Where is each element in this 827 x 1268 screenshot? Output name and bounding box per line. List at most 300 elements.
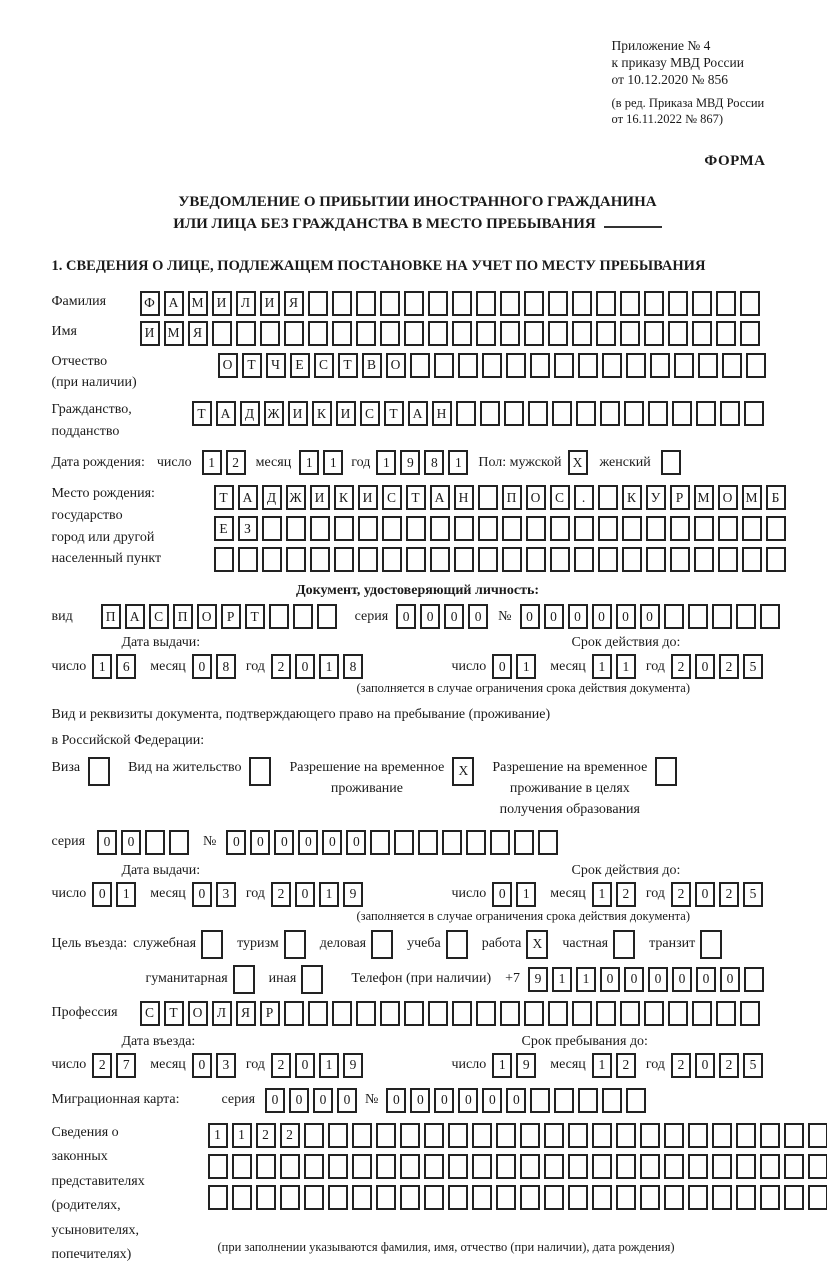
form-cell [712, 1154, 732, 1179]
identity-doc-heading: Документ, удостоверяющий личность: [52, 583, 784, 599]
doc-series-cells [396, 604, 492, 629]
form-cell [308, 291, 328, 316]
form-cell: 2 [226, 450, 246, 475]
form-cell: 1 [232, 1123, 252, 1148]
form-cell [544, 1123, 564, 1148]
form-cell [808, 1154, 827, 1179]
stay-month-cells [592, 1053, 640, 1078]
form-cell: 0 [420, 604, 440, 629]
form-cell: И [358, 485, 378, 510]
birthdate-label: Дата рождения: [52, 455, 145, 471]
form-cell [452, 291, 472, 316]
section1-heading: 1. СВЕДЕНИЯ О ЛИЦЕ, ПОДЛЕЖАЩЕМ ПОСТАНОВКЕ НА УЧЕТ ПО МЕСТУ ПРЕБЫВАНИЯ [52, 258, 784, 275]
form-cell [169, 830, 189, 855]
issue-year-cells [271, 654, 367, 679]
form-cell [400, 1123, 420, 1148]
form-cell [404, 291, 424, 316]
expiry-year-cells [671, 654, 767, 679]
migration-card-row [52, 1088, 784, 1113]
form-cell [692, 1001, 712, 1026]
entry-dates: Дата въезда: число 2 7 месяц 0 3 год 2 0 1 9 Срок пребывания до: число 1 9 месяц 1 2 год 2 0 2 5 [52, 1034, 784, 1078]
form-cell [700, 930, 722, 959]
form-cell [613, 930, 635, 959]
form-cell [238, 547, 258, 572]
form-cell [500, 1001, 520, 1026]
form-cell [328, 1123, 348, 1148]
form-cell: 2 [719, 654, 739, 679]
form-cell: А [238, 485, 258, 510]
form-cell: 2 [271, 882, 291, 907]
doc-number-label: № [498, 609, 511, 625]
form-cell: 9 [516, 1053, 536, 1078]
permit-expiry-year-cells [671, 882, 767, 907]
form-cell: 0 [295, 1053, 315, 1078]
form-cell: И [260, 291, 280, 316]
permit-number-label: № [203, 834, 216, 850]
form-cell: А [164, 291, 184, 316]
form-cell [249, 757, 271, 786]
form-cell [616, 1123, 636, 1148]
form-cell [410, 353, 430, 378]
form-cell: 0 [592, 604, 612, 629]
issue-day-cells [92, 654, 140, 679]
form-cell [736, 604, 756, 629]
form-cell: 0 [648, 967, 668, 992]
form-cell: 0 [520, 604, 540, 629]
sex-male-checkbox [568, 450, 592, 475]
form-cell [520, 1123, 540, 1148]
form-cell [304, 1185, 324, 1210]
form-cell [310, 547, 330, 572]
form-cell: 2 [671, 654, 691, 679]
form-cell [334, 547, 354, 572]
form-cell [506, 353, 526, 378]
form-cell: 1 [319, 654, 339, 679]
form-cell [286, 547, 306, 572]
visit-purpose-label: Цель въезда: [52, 936, 128, 952]
patronymic-label: Отчество (при наличии) [52, 351, 218, 394]
purpose-humanitarian-checkbox [233, 965, 259, 994]
appendix-line: Приложение № 4 [612, 38, 784, 55]
form-cell [472, 1123, 492, 1148]
form-cell [406, 516, 426, 541]
form-cell: А [125, 604, 145, 629]
form-cell [646, 547, 666, 572]
form-cell [538, 830, 558, 855]
form-cell [358, 516, 378, 541]
phone-cells [528, 967, 768, 992]
form-cell [644, 321, 664, 346]
birthplace-row [52, 483, 784, 578]
identity-doc-row [52, 604, 784, 629]
form-cell: 0 [568, 604, 588, 629]
form-cell: А [216, 401, 236, 426]
option-temporary-residence-education: Разрешение на временное проживание в целях получения образования [492, 757, 681, 820]
form-cell [694, 547, 714, 572]
form-cell [480, 401, 500, 426]
form-cell [376, 1154, 396, 1179]
appendix-line: к приказу МВД России [612, 55, 784, 72]
form-cell [576, 401, 596, 426]
migration-series-label: серия [222, 1092, 256, 1108]
form-cell [626, 353, 646, 378]
form-cell [688, 1185, 708, 1210]
form-cell: Т [245, 604, 265, 629]
form-cell [698, 353, 718, 378]
form-cell [598, 516, 618, 541]
name-row [52, 321, 784, 346]
form-cell: Р [670, 485, 690, 510]
form-cell [424, 1154, 444, 1179]
form-cell [650, 353, 670, 378]
form-cell [554, 1088, 574, 1113]
form-cell [784, 1185, 804, 1210]
form-cell [602, 353, 622, 378]
purpose-business-checkbox [201, 930, 227, 959]
form-cell: 0 [346, 830, 366, 855]
form-cell [626, 1088, 646, 1113]
form-cell [718, 516, 738, 541]
form-cell: 9 [528, 967, 548, 992]
form-cell: 0 [386, 1088, 406, 1113]
form-cell: С [382, 485, 402, 510]
option-temporary-residence: Разрешение на временное проживание X [289, 757, 478, 799]
form-cell: И [310, 485, 330, 510]
form-cell: А [408, 401, 428, 426]
form-cell [352, 1123, 372, 1148]
identity-doc-dates: Дата выдачи: число 1 6 месяц 0 8 год 2 0 1 8 Срок действия до: число 0 1 месяц 1 1 год 2 0 2 5 [52, 635, 784, 679]
form-cell [668, 1001, 688, 1026]
form-cell [548, 291, 568, 316]
form-cell: 9 [343, 1053, 363, 1078]
form-cell: 0 [265, 1088, 285, 1113]
form-cell [442, 830, 462, 855]
form-cell: И [140, 321, 160, 346]
form-cell: 0 [337, 1088, 357, 1113]
surname-cells [140, 291, 764, 316]
form-cell [578, 353, 598, 378]
form-cell [434, 353, 454, 378]
birthplace-label: Место рождения: государство город или другой населенный пункт [52, 483, 214, 570]
form-cell [664, 1123, 684, 1148]
title-line-1: УВЕДОМЛЕНИЕ О ПРИБЫТИИ ИНОСТРАННОГО ГРАЖДАНИНА [52, 192, 784, 214]
form-cell [376, 1185, 396, 1210]
form-cell [332, 1001, 352, 1026]
birthplace-cells-row3 [214, 547, 790, 572]
form-cell [598, 485, 618, 510]
profession-cells [140, 1001, 764, 1026]
permit-expiry-day-cells [492, 882, 540, 907]
form-cell: 0 [492, 882, 512, 907]
form-cell: 0 [396, 604, 416, 629]
migration-series-cells [265, 1088, 361, 1113]
form-cell: Б [766, 485, 786, 510]
form-cell [640, 1123, 660, 1148]
form-cell [760, 1154, 780, 1179]
form-cell: Т [384, 401, 404, 426]
form-cell: В [362, 353, 382, 378]
form-cell [430, 547, 450, 572]
form-cell: 0 [444, 604, 464, 629]
form-cell [404, 1001, 424, 1026]
form-cell: А [430, 485, 450, 510]
form-cell: 0 [600, 967, 620, 992]
form-cell: 0 [274, 830, 294, 855]
form-cell [572, 1001, 592, 1026]
form-cell: 1 [492, 1053, 512, 1078]
form-cell: 0 [458, 1088, 478, 1113]
form-cell [620, 321, 640, 346]
name-label: Имя [52, 321, 140, 340]
form-cell [458, 353, 478, 378]
visa-checkbox [88, 757, 114, 786]
form-cell [448, 1123, 468, 1148]
form-cell [428, 291, 448, 316]
form-cell [478, 547, 498, 572]
form-cell: Я [188, 321, 208, 346]
form-cell [428, 321, 448, 346]
form-cell: 0 [192, 882, 212, 907]
form-cell: 0 [192, 654, 212, 679]
residence-doc-options [52, 757, 784, 820]
form-cell [784, 1154, 804, 1179]
form-cell [530, 1088, 550, 1113]
form-cell [718, 547, 738, 572]
form-cell: Я [284, 291, 304, 316]
form-cell: Ж [286, 485, 306, 510]
form-cell [448, 1185, 468, 1210]
form-cell [380, 1001, 400, 1026]
form-cell [548, 1001, 568, 1026]
form-cell [688, 1123, 708, 1148]
issue-date-label: Дата выдачи: [122, 635, 452, 651]
form-cell [672, 401, 692, 426]
form-cell: М [164, 321, 184, 346]
form-cell [496, 1154, 516, 1179]
form-cell [550, 516, 570, 541]
form-cell [404, 321, 424, 346]
form-cell [233, 965, 255, 994]
phone-prefix: +7 [505, 971, 520, 987]
permit-expiry-note: (заполняется в случае ограничения срока действия документа) [357, 909, 784, 924]
form-cell [201, 930, 223, 959]
birth-month-cells [299, 450, 347, 475]
form-cell [694, 516, 714, 541]
entry-year-cells [271, 1053, 367, 1078]
form-cell: К [622, 485, 642, 510]
form-cell [454, 547, 474, 572]
form-cell: И [336, 401, 356, 426]
form-cell: 1 [592, 882, 612, 907]
arrival-notification-form [14, 0, 814, 1163]
form-cell: 3 [216, 1053, 236, 1078]
form-cell [456, 401, 476, 426]
form-cell [740, 291, 760, 316]
year-label: год [351, 455, 370, 471]
form-cell [596, 1001, 616, 1026]
form-cell: И [288, 401, 308, 426]
form-cell: 8 [424, 450, 444, 475]
expiry-day-cells [492, 654, 540, 679]
form-cell [592, 1154, 612, 1179]
option-visa: Виза [52, 757, 115, 786]
form-cell: С [140, 1001, 160, 1026]
form-cell [548, 321, 568, 346]
form-cell [646, 516, 666, 541]
form-cell [380, 291, 400, 316]
form-cell [550, 547, 570, 572]
surname-label: Фамилия [52, 291, 140, 310]
form-cell: 1 [319, 1053, 339, 1078]
legal-reps-note: (при заполнении указываются фамилия, имя, отчество (при наличии), дата рождения) [218, 1240, 827, 1255]
form-cell [424, 1185, 444, 1210]
form-cell [478, 485, 498, 510]
form-cell: 1 [516, 654, 536, 679]
form-cell [308, 321, 328, 346]
form-cell [712, 1185, 732, 1210]
form-cell: 2 [671, 882, 691, 907]
form-cell [740, 1001, 760, 1026]
form-cell [452, 321, 472, 346]
expiry-month-cells [592, 654, 640, 679]
form-cell [736, 1154, 756, 1179]
birth-year-cells [376, 450, 472, 475]
form-cell: О [526, 485, 546, 510]
form-cell [332, 321, 352, 346]
form-cell [622, 547, 642, 572]
form-cell: У [646, 485, 666, 510]
form-cell: 0 [295, 882, 315, 907]
form-cell: С [550, 485, 570, 510]
temporary-residence-education-checkbox [655, 757, 681, 786]
form-cell [568, 1185, 588, 1210]
form-cell [736, 1123, 756, 1148]
form-cell: 2 [271, 654, 291, 679]
form-cell [664, 1154, 684, 1179]
form-cell [334, 516, 354, 541]
form-cell [692, 321, 712, 346]
form-cell [262, 516, 282, 541]
temporary-residence-checkbox [452, 757, 478, 786]
form-cell [530, 353, 550, 378]
permit-series-label: серия [52, 834, 86, 850]
revision-line: (в ред. Приказа МВД России [612, 95, 784, 111]
issue-month-cells [192, 654, 240, 679]
form-cell [760, 1185, 780, 1210]
form-cell [145, 830, 165, 855]
form-cell [260, 321, 280, 346]
permit-number-cells [226, 830, 562, 855]
form-cell: 2 [671, 1053, 691, 1078]
form-cell [310, 516, 330, 541]
form-cell [572, 291, 592, 316]
form-cell: Я [236, 1001, 256, 1026]
form-cell [256, 1185, 276, 1210]
permit-dates: Дата выдачи: число 0 1 месяц 0 3 год 2 0 1 9 Срок действия до: число 0 1 месяц 1 2 год 2 0 2 5 [52, 863, 784, 907]
form-cell: И [212, 291, 232, 316]
form-cell [520, 1154, 540, 1179]
form-cell [482, 353, 502, 378]
form-cell: 2 [719, 882, 739, 907]
form-cell: Н [432, 401, 452, 426]
form-cell [664, 604, 684, 629]
form-cell [524, 1001, 544, 1026]
form-cell [352, 1154, 372, 1179]
legal-reps-cells-row1 [208, 1123, 827, 1148]
form-cell: 0 [410, 1088, 430, 1113]
form-cell [208, 1154, 228, 1179]
form-cell: X [568, 450, 588, 475]
form-cell [232, 1154, 252, 1179]
form-cell: О [386, 353, 406, 378]
form-cell: М [742, 485, 762, 510]
form-cell [766, 516, 786, 541]
form-cell [722, 353, 742, 378]
form-cell: Р [221, 604, 241, 629]
doc-kind-label: вид [52, 609, 101, 625]
permit-series-row [52, 830, 784, 855]
form-cell: Ж [264, 401, 284, 426]
form-cell [502, 547, 522, 572]
form-cell: 0 [695, 882, 715, 907]
form-cell: 6 [116, 654, 136, 679]
form-cell: 0 [696, 967, 716, 992]
form-cell: 1 [376, 450, 396, 475]
surname-row [52, 291, 784, 316]
form-cell: 2 [616, 1053, 636, 1078]
form-cell: 0 [298, 830, 318, 855]
form-cell [670, 547, 690, 572]
form-cell: 0 [506, 1088, 526, 1113]
form-cell: 1 [92, 654, 112, 679]
form-cell [600, 401, 620, 426]
form-cell [784, 1123, 804, 1148]
form-cell [454, 516, 474, 541]
form-cell [476, 1001, 496, 1026]
profession-label: Профессия [52, 1005, 140, 1021]
form-cell [232, 1185, 252, 1210]
doc-number-cells [520, 604, 784, 629]
form-cell [212, 321, 232, 346]
form-cell: 5 [743, 882, 763, 907]
form-cell [716, 321, 736, 346]
form-cell [574, 516, 594, 541]
form-cell [808, 1185, 827, 1210]
form-cell [674, 353, 694, 378]
form-cell: 1 [592, 1053, 612, 1078]
form-cell [308, 1001, 328, 1026]
form-cell [524, 321, 544, 346]
form-cell: 8 [216, 654, 236, 679]
form-cell [304, 1154, 324, 1179]
form-cell [712, 1123, 732, 1148]
form-cell [568, 1154, 588, 1179]
form-cell [544, 1154, 564, 1179]
form-cell [328, 1154, 348, 1179]
form-cell [620, 291, 640, 316]
purpose-study-checkbox [446, 930, 472, 959]
form-cell [332, 291, 352, 316]
form-cell [356, 1001, 376, 1026]
month-label: месяц [256, 455, 292, 471]
form-cell: Т [164, 1001, 184, 1026]
form-cell: 0 [492, 654, 512, 679]
form-cell: М [694, 485, 714, 510]
form-cell [262, 547, 282, 572]
purpose-other-checkbox [301, 965, 327, 994]
migration-card-label: Миграционная карта: [52, 1092, 222, 1108]
form-cell [746, 353, 766, 378]
